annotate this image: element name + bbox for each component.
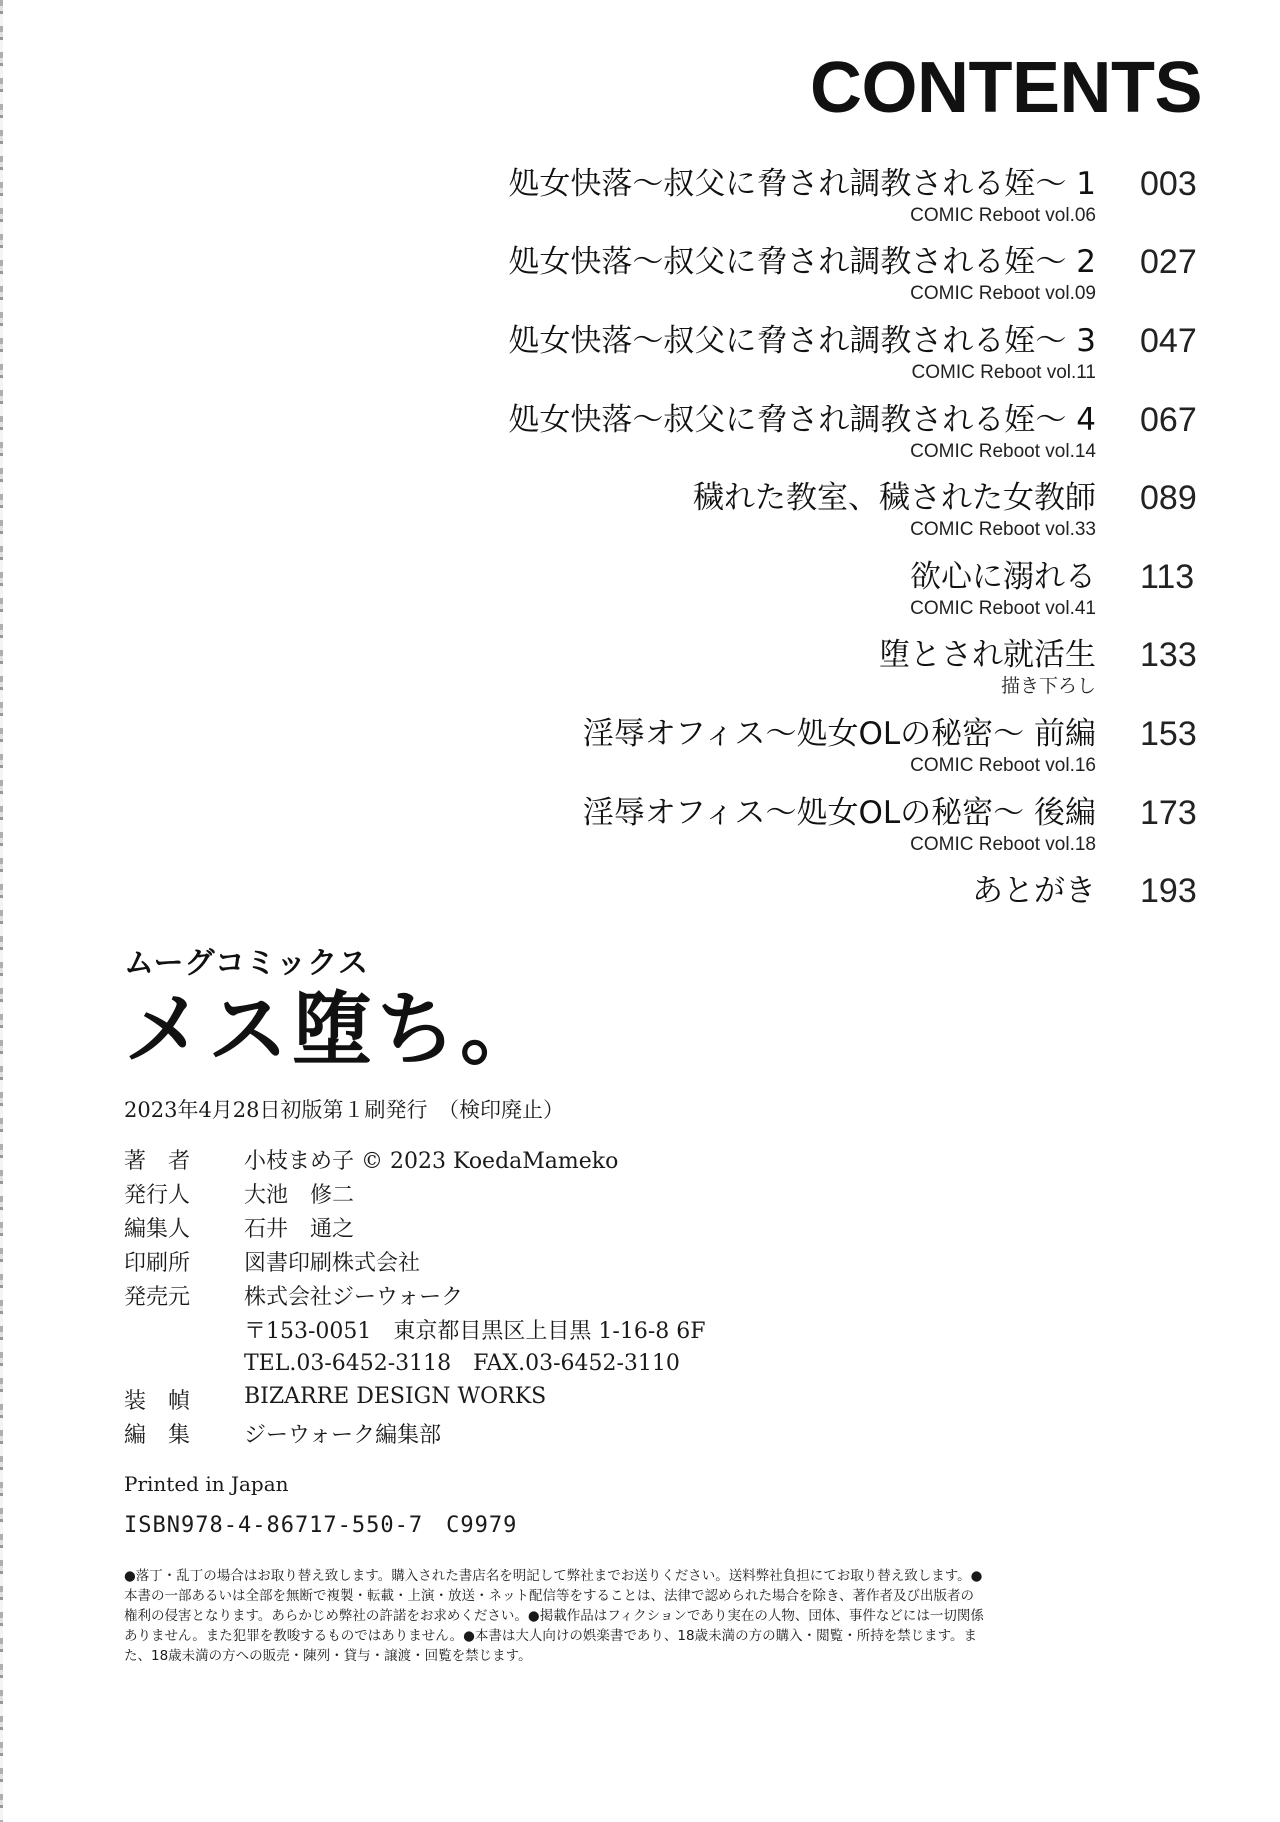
toc-source: COMIC Reboot vol.41 <box>910 598 1096 619</box>
credit-address: 〒153-0051 東京都目黒区上目黒 1-16-8 6F <box>244 1319 706 1344</box>
credit-label: 編 集 <box>124 1423 191 1448</box>
toc-title: 穢れた教室、穢された女教師 <box>693 480 1096 516</box>
toc-source: COMIC Reboot vol.18 <box>910 834 1096 855</box>
toc-title: 処女快落〜叔父に脅され調教される姪〜 4 <box>508 402 1096 438</box>
toc-entry <box>0 867 1280 945</box>
toc-page-number: 133 <box>1140 636 1197 674</box>
toc-page-number: 067 <box>1140 401 1197 439</box>
toc-page-number: 193 <box>1140 872 1197 910</box>
toc-page-number: 089 <box>1140 479 1197 517</box>
toc-entry <box>0 160 1280 238</box>
credit-label: 発行人 <box>124 1183 191 1208</box>
book-title: メス堕ち。 <box>124 983 544 1076</box>
toc-title: 淫辱オフィス〜処女OLの秘密〜 前編 <box>582 716 1096 752</box>
toc-page-number: 003 <box>1140 165 1197 203</box>
credit-row <box>124 1280 1024 1384</box>
credit-row <box>124 1212 1024 1246</box>
toc-title: あとがき <box>972 873 1096 909</box>
toc-page-number: 047 <box>1140 322 1197 360</box>
toc-title: 堕とされ就活生 <box>879 637 1096 673</box>
credit-label: 編集人 <box>124 1217 191 1242</box>
toc-title: 処女快落〜叔父に脅され調教される姪〜 3 <box>508 323 1096 359</box>
contents-heading: CONTENTS <box>810 48 1202 128</box>
credit-value: 図書印刷株式会社 <box>244 1251 421 1276</box>
credit-label: 印刷所 <box>124 1251 191 1276</box>
toc-title: 処女快落〜叔父に脅され調教される姪〜 1 <box>508 166 1096 202</box>
isbn-code: ISBN978-4-86717-550-7 C9979 <box>124 1513 518 1538</box>
credit-value: 小枝まめ子 © 2023 KoedaMameko <box>244 1149 619 1174</box>
credit-row <box>124 1418 1024 1452</box>
toc-entry <box>0 710 1280 788</box>
credit-row <box>124 1246 1024 1280</box>
toc-title: 処女快落〜叔父に脅され調教される姪〜 2 <box>508 244 1096 280</box>
toc-entry <box>0 553 1280 631</box>
toc-page-number: 027 <box>1140 243 1197 281</box>
imprint-label: ムーグコミックス <box>124 946 369 981</box>
credit-row <box>124 1144 1024 1178</box>
edition-line: 2023年4月28日初版第１刷発行 （検印廃止） <box>124 1098 565 1122</box>
toc-entry <box>0 396 1280 474</box>
printed-in: Printed in Japan <box>124 1472 289 1496</box>
credit-value: 株式会社ジーウォーク <box>244 1285 464 1310</box>
toc-source: COMIC Reboot vol.16 <box>910 755 1096 776</box>
credit-value: 石井 通之 <box>244 1217 355 1242</box>
toc-entry <box>0 238 1280 316</box>
credit-label: 装 幀 <box>124 1389 191 1414</box>
toc-source: 描き下ろし <box>1000 676 1096 697</box>
toc-title: 欲心に溺れる <box>910 559 1096 595</box>
toc-source: COMIC Reboot vol.06 <box>910 205 1096 226</box>
toc-entry <box>0 317 1280 395</box>
credit-label: 著 者 <box>124 1149 191 1174</box>
toc-page-number: 113 <box>1140 558 1195 596</box>
toc-page-number: 173 <box>1140 794 1197 832</box>
toc-source: COMIC Reboot vol.33 <box>910 519 1096 540</box>
toc-source: COMIC Reboot vol.11 <box>911 362 1096 383</box>
toc-entry <box>0 789 1280 867</box>
toc-source: COMIC Reboot vol.14 <box>910 441 1096 462</box>
credit-phone: TEL.03-6452-3118 FAX.03-6452-3110 <box>244 1351 680 1376</box>
credit-row <box>124 1384 1024 1418</box>
credit-value: BIZARRE DESIGN WORKS <box>244 1384 547 1409</box>
credit-row <box>124 1178 1024 1212</box>
credit-label: 発売元 <box>124 1285 191 1310</box>
toc-entry <box>0 631 1280 709</box>
toc-source: COMIC Reboot vol.09 <box>910 283 1096 304</box>
credit-value: 大池 修二 <box>244 1183 355 1208</box>
credit-value: ジーウォーク編集部 <box>244 1423 442 1448</box>
toc-page-number: 153 <box>1140 715 1197 753</box>
toc-title: 淫辱オフィス〜処女OLの秘密〜 後編 <box>582 795 1096 831</box>
legal-notice: ●落丁・乱丁の場合はお取り替え致します。購入された書店名を明記して弊社までお送りください。送料弊社負担にてお取り替え致します。●本書の一部あるいは全部を無断で複製・転載・上演・放送・ネット配信等をすることは、法律で認められた場合を除き、著作者及び出版者の権利の侵害となります。あらかじめ弊社の許諾をお求めください。●掲載作品はフィクションであり実在の人物、団体、事件などには一切関係ありません。また犯罪を教唆するものではありません。●本書は大人向けの娯楽書であり、18歳未満の方の購入・閲覧・所持を禁じます。また、18歳未満の方への販売・陳列・貸与・譲渡・回覧を禁じます。 <box>124 1568 984 1664</box>
toc-entry <box>0 474 1280 552</box>
